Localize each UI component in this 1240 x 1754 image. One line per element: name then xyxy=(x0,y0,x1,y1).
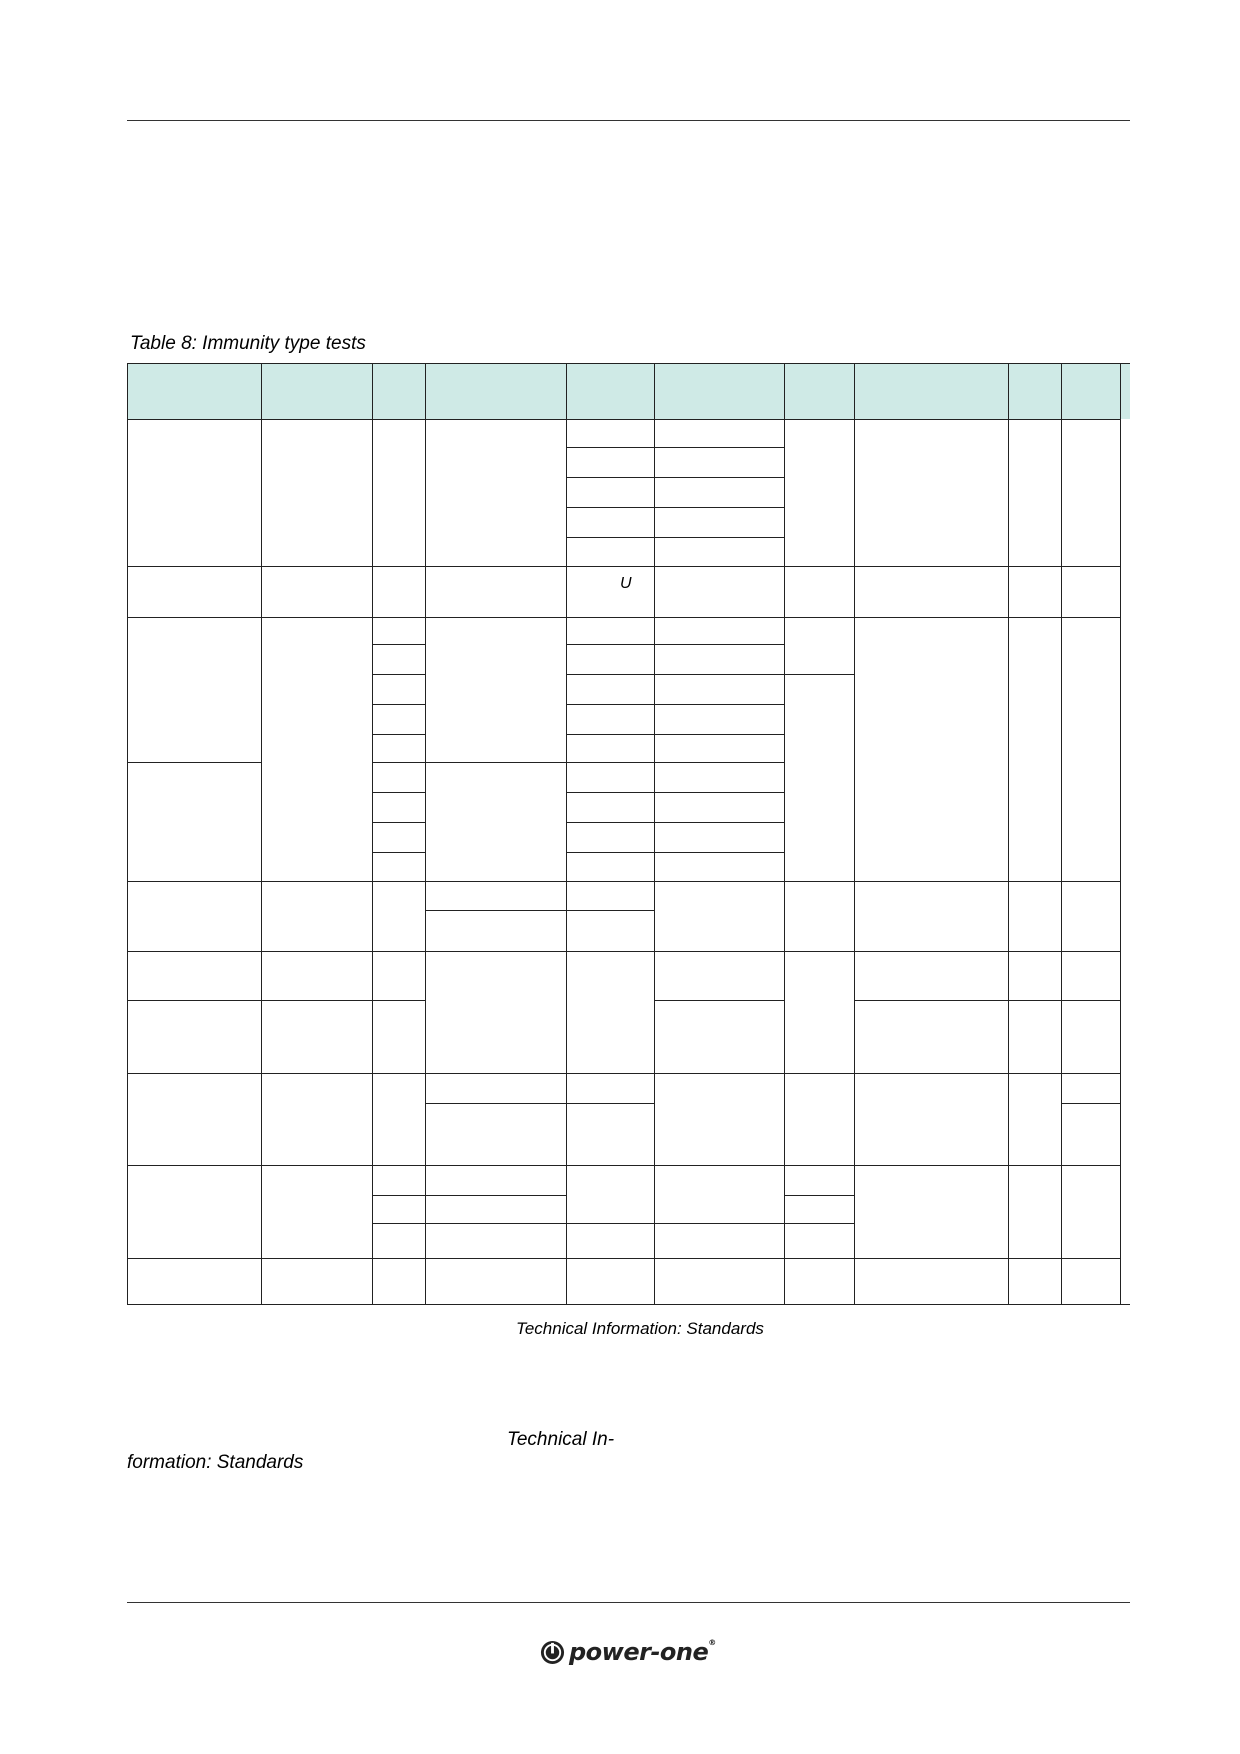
sub-row-line xyxy=(372,704,425,705)
body-reference-part1[interactable]: Technical In- xyxy=(507,1429,615,1450)
sub-row-line xyxy=(566,477,784,478)
col-line xyxy=(1008,363,1009,1305)
footer-rule xyxy=(127,1602,1130,1603)
row-line xyxy=(127,951,1120,952)
table-border-left xyxy=(127,363,128,1305)
col-line xyxy=(784,363,785,1305)
sub-row-line xyxy=(372,852,425,853)
sub-row-line xyxy=(372,1223,854,1224)
row-line xyxy=(127,419,1120,420)
sub-row-line xyxy=(566,537,784,538)
col-line xyxy=(854,363,855,1305)
sub-row-line xyxy=(1061,1103,1120,1104)
power-one-logo-text: power-one® xyxy=(569,1638,716,1666)
col-line xyxy=(654,363,655,1305)
row-line xyxy=(127,1165,1120,1166)
row-line xyxy=(127,566,1120,567)
sub-row-line xyxy=(372,822,425,823)
table-caption: Table 8: Immunity type tests xyxy=(130,333,366,354)
sub-row-line xyxy=(425,910,654,911)
row-line xyxy=(127,617,1120,618)
sub-row-line xyxy=(566,822,784,823)
col-line xyxy=(1061,363,1062,1305)
sub-row-line xyxy=(566,734,784,735)
row-line xyxy=(127,1258,1120,1259)
sub-row-line xyxy=(425,1103,654,1104)
row-line xyxy=(127,1073,1120,1074)
col-line xyxy=(566,363,567,1305)
col-line xyxy=(261,363,262,1305)
body-reference-part2[interactable]: formation: Standards xyxy=(127,1452,304,1473)
sub-row-line xyxy=(566,507,784,508)
sub-row-line xyxy=(566,704,784,705)
sub-row-line xyxy=(372,792,425,793)
sub-row-line xyxy=(566,447,784,448)
sub-row-line xyxy=(566,644,784,645)
table-border-right xyxy=(1120,363,1121,1305)
col-line xyxy=(372,363,373,1305)
sub-row-line xyxy=(127,762,261,763)
sub-row-line xyxy=(566,852,784,853)
sub-row-line xyxy=(654,1000,784,1001)
sub-row-line xyxy=(372,644,425,645)
sub-row-line xyxy=(372,674,425,675)
power-one-logo-icon xyxy=(540,1640,565,1665)
sub-row-line xyxy=(372,734,425,735)
table-border-bottom xyxy=(127,1304,1130,1305)
sub-row-line xyxy=(566,792,784,793)
cell-mark-u: U xyxy=(620,575,632,592)
sub-row-line xyxy=(854,1000,1120,1001)
sub-row-line xyxy=(372,1195,566,1196)
table-header-row xyxy=(127,363,1130,419)
power-one-logo xyxy=(540,1638,716,1666)
table-border-top xyxy=(127,363,1130,364)
header-rule xyxy=(127,120,1130,121)
sub-row-line xyxy=(372,762,784,763)
sub-row-line xyxy=(784,1195,854,1196)
col-line xyxy=(425,363,426,1305)
row-line xyxy=(127,881,1120,882)
sub-row-line xyxy=(566,674,854,675)
sub-row-line xyxy=(127,1000,425,1001)
table-source-reference[interactable]: Technical Information: Standards xyxy=(516,1319,764,1338)
